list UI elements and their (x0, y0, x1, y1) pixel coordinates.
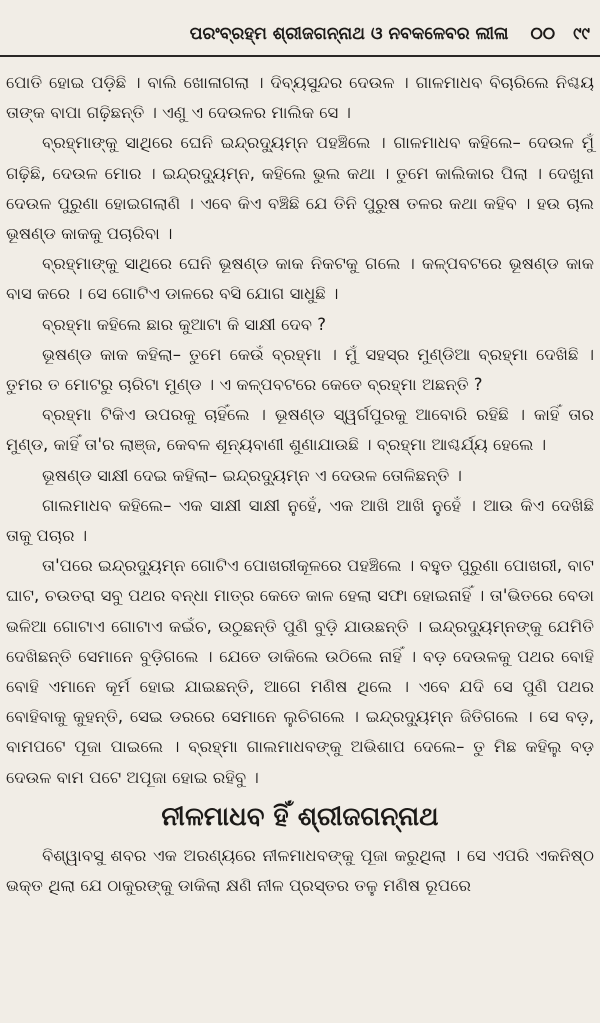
paragraph: ବ୍ରହ୍ମାଙ୍କୁ ସାଥିରେ ଘେନି ଭୂଷଣ୍ଡ କାକ ନିକଟକୁ ଗଲେ । କଳ୍ପବଟରେ ଭୂଷଣ୍ଡ କାକ ବାସ କରେ । ସେ ଗୋଟିଏ ଡାଳରେ ବସି ଯୋଗ ସାଧୁଛି । (6, 254, 594, 304)
paragraph: ବ୍ରହ୍ମାଙ୍କୁ ସାଥିରେ ଘେନି ଇନ୍ଦ୍ରଦ୍ୟୁମ୍ନ ପହଞ୍ଚିଲେ । ଗାଳମାଧବ କହିଲେ– ଦେଉଳ ମୁଁ ଗଢ଼ିଛି, ଦେଉଳ ମୋର । ଇନ୍ଦ୍ରଦ୍ୟୁମ୍ନ, କହିଲେ ଭୁଲ କଥା । ତୁମେ କାଲିକାର ପିଲା । ଦେଖୁନା ଦେଉଳ ପୁରୁଣା ହୋଇଗଲାଣି । ଏବେ କିଏ ବଞ୍ଚିଛି ଯେ ତିନି ପୁରୁଷ ତଳର କଥା କହିବ । ହଉ ଚାଲ ଭୂଷଣ୍ଡ କାକକୁ ପଚାରିବା । (6, 133, 594, 244)
paragraph: ଭୂଷଣ୍ଡ ସାକ୍ଷୀ ଦେଇ କହିଲା– ଇନ୍ଦ୍ରଦ୍ୟୁମ୍ନ ଏ ଦେଉଳ ତୋଳିଛନ୍ତି । (42, 465, 462, 485)
paragraph: ତା'ପରେ ଇନ୍ଦ୍ରଦ୍ୟୁମ୍ନ ଗୋଟିଏ ପୋଖରୀକୂଳରେ ପହଞ୍ଚିଲେ । ବହୁତ ପୁରୁଣା ପୋଖରୀ, ବାଟ ଘାଟ, ଚଉତରା ସବୁ ପଥର ବନ୍ଧା ମାତ୍ର କେତେ କାଳ ହେଲା ସଫା ହୋଇନାହିଁ । ତା'ଭିତରେ ବେଡା ଭଳିଆ ଗୋଟାଏ ଗୋଟାଏ କଇଁଚ, ଉଠୁଛନ୍ତି ପୁଣି ବୁଡ଼ି ଯାଉଛନ୍ତି । ଇନ୍ଦ୍ରଦ୍ୟୁମ୍ନଙ୍କୁ ଯେମିତି ଦେଖିଛନ୍ତି ସେମାନେ ବୁଡ଼ିଗଲେ । ଯେତେ ଡାକିଲେ ଉଠିଲେ ନାହିଁ । ବଡ଼ ଦେଉଳକୁ ପଥର ବୋହି ବୋହି ଏମାନେ କୂର୍ମ ହୋଇ ଯାଇଛନ୍ତି, ଆଗେ ମଣିଷ ଥିଲେ । ଏବେ ଯଦି ସେ ପୁଣି ପଥର ବୋହିବାକୁ କୁହନ୍ତି, ସେଇ ଡରରେ ସେମାନେ ଲୁଚିଗଲେ । ଇନ୍ଦ୍ରଦ୍ୟୁମ୍ନ ଜିତିଗଲେ । ସେ ବଡ଼, ବାମପଟେ ପୂଜା ପାଇଲେ । ବ୍ରହ୍ମା ଗାଲମାଧବଙ୍କୁ ଅଭିଶାପ ଦେଲେ– ତୁ ମିଛ କହିଲୁ ବଡ଼ ଦେଉଳ ବାମ ପଟେ ଅପୂଜା ହୋଇ ରହିବୁ । (6, 556, 594, 787)
paragraph: ବ୍ରହ୍ମା କହିଲେ ଛାର କୁଆଟା କି ସାକ୍ଷୀ ଦେବ ? (42, 314, 326, 334)
section-heading: ନୀଳମାଧବ ହିଁ ଶ୍ରୀଜଗନ୍ନାଥ (161, 801, 439, 832)
paragraph: ପୋତି ହୋଇ ପଡ଼ିଛି । ବାଲି ଖୋଳାଗଲା । ଦିବ୍ୟସୁନ୍ଦର ଦେଉଳ । ଗାଳମାଧବ ବିଚାରିଲେ ନିଶ୍ଚୟ ତାଙ୍କ ବାପା ଗଢ଼ିଛନ୍ତି । ଏଣୁ ଏ ଦେଉଳର ମାଲିକ ସେ । (6, 73, 594, 123)
paragraph: ବିଶ୍ୱାବସୁ ଶବର ଏକ ଅରଣ୍ୟରେ ନୀଳମାଧବଙ୍କୁ ପୂଜା କରୁଥିଲା । ସେ ଏପରି ଏକନିଷ୍ଠ ଭକ୍ତ ଥିଲା ଯେ ଠାକୁରଙ୍କୁ ଡାକିଲା କ୍ଷଣି ନୀଳ ପ୍ରସ୍ତର ତଳୁ ମଣିଷ ରୂପରେ (6, 845, 594, 896)
paragraph: ବ୍ରହ୍ମା ଟିକିଏ ଉପରକୁ ଚାହିଁଲେ । ଭୂଷଣ୍ଡ ସ୍ୱର୍ଗପୁରକୁ ଆବୋରି ରହିଛି । କାହିଁ ତାର ମୁଣ୍ଡ, କାହିଁ ତା'ର ଲାଞ୍ଜ, କେବଳ ଶୂନ୍ୟବାଣୀ ଶୁଣାଯାଉଛି । ବ୍ରହ୍ମା ଆଶ୍ଚର୍ଯ୍ୟ ହେଲେ । (6, 405, 594, 455)
page-body (6, 68, 594, 901)
section-number: ୦୦ (530, 24, 556, 44)
page-number: ୯୯ (573, 24, 590, 44)
running-header (160, 18, 590, 50)
running-header-title: ପରଂବ୍ରହ୍ମ ଶ୍ରୀଜଗନ୍ନାଥ ଓ ନବକଳେବର ଲୀଳା (189, 24, 509, 44)
paragraph: ଭୂଷଣ୍ଡ କାକ କହିଲା– ତୁମେ କେଉଁ ବ୍ରହ୍ମା । ମୁଁ ସହସ୍ର ମୁଣ୍ଡିଆ ବ୍ରହ୍ମା ଦେଖିଛି । ତୁମର ତ ମୋଟରୁ ଚାରିଟା ମୁଣ୍ଡ । ଏ କଳ୍ପବଟରେ କେତେ ବ୍ରହ୍ମା ଅଛନ୍ତି ? (6, 344, 594, 395)
header-rule (0, 55, 600, 57)
paragraph: ଗାଲମାଧବ କହିଲେ– ଏକ ସାକ୍ଷୀ ସାକ୍ଷୀ ନୁହେଁ, ଏକ ଆଖି ଆଖି ନୁହେଁ । ଆଉ କିଏ ଦେଖିଛି ତାକୁ ପଚାର । (6, 495, 594, 546)
